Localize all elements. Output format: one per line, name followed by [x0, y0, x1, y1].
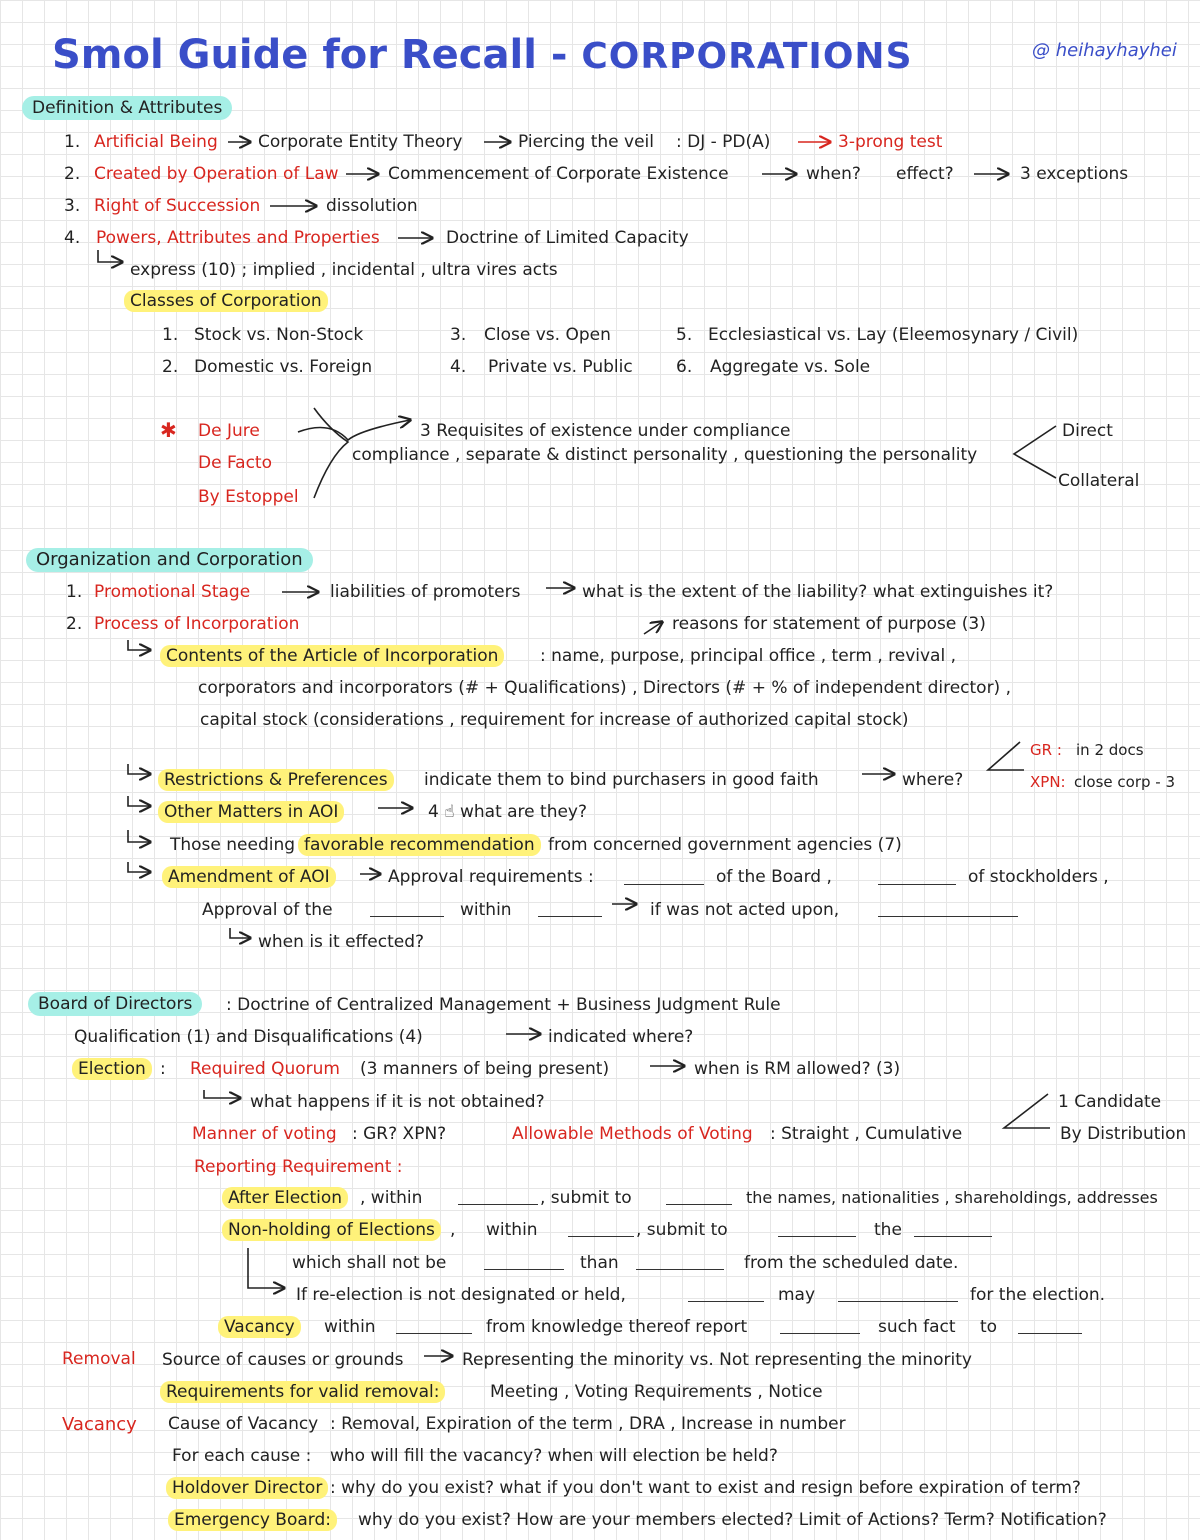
contents-of-aoi: Contents of the Article of Incorporation [160, 645, 504, 667]
liabilities-of-promoters: liabilities of promoters [330, 582, 521, 602]
class-aggregate: Aggregate vs. Sole [710, 357, 871, 377]
turn-arrow-icon [128, 862, 150, 872]
corporate-entity-theory: Corporate Entity Theory [258, 132, 463, 152]
class-number: 3. [450, 325, 467, 345]
to-label: to [980, 1317, 998, 1337]
three-requisites: 3 Requisites of existence under compliance [420, 421, 791, 441]
title-separator: - [536, 32, 582, 78]
commencement-of-corporate-existence: Commencement of Corporate Existence [388, 164, 729, 184]
section-heading-organization: Organization and Corporation [26, 548, 313, 572]
dj-pda: : DJ - PD(A) [676, 132, 771, 152]
who-will-fill: who will fill the vacancy? when will election be held? [330, 1446, 778, 1466]
removal-label: Removal [62, 1349, 136, 1369]
blank-line[interactable] [624, 884, 704, 885]
three-exceptions: 3 exceptions [1020, 164, 1129, 184]
section-heading-definition: Definition & Attributes [22, 96, 232, 120]
blank-line[interactable] [878, 884, 956, 885]
section-heading-board: Board of Directors [28, 992, 202, 1016]
colon: : [160, 1059, 166, 1079]
qualifications: Qualification (1) and Disqualifications (4) [74, 1027, 423, 1047]
item-number: 1. [64, 132, 81, 152]
emergency-questions: why do you exist? How are your members elected? Limit of Actions? Term? Notification? [358, 1510, 1107, 1530]
page-title [52, 28, 913, 84]
piercing-the-veil: Piercing the veil [518, 132, 654, 152]
de-jure: De Jure [198, 421, 260, 441]
class-number: 6. [676, 357, 693, 377]
class-number: 1. [162, 325, 179, 345]
rm-allowed: when is RM allowed? (3) [694, 1059, 901, 1079]
class-close: Close vs. Open [484, 325, 611, 345]
gr-value: in 2 docs [1076, 741, 1144, 759]
straight-cumulative: : Straight , Cumulative [770, 1124, 963, 1144]
within-label: , within [360, 1188, 423, 1208]
blank-line[interactable] [1018, 1333, 1082, 1334]
blank-line[interactable] [458, 1204, 538, 1205]
turn-arrow-icon [248, 1248, 284, 1288]
aoi-contents-line1: : name, purpose, principal office , term , revival , [540, 646, 957, 666]
blank-line[interactable] [568, 1236, 634, 1237]
submit-to: , submit to [636, 1220, 728, 1240]
gr-label: GR : [1030, 741, 1062, 759]
within-label: within [460, 900, 512, 920]
xpn-label: XPN: [1030, 773, 1066, 791]
restrictions-preferences: Restrictions & Preferences [158, 769, 394, 791]
blank-line[interactable] [838, 1301, 958, 1302]
which-shall-not-be: which shall not be [292, 1253, 447, 1273]
class-domestic: Domestic vs. Foreign [194, 357, 373, 377]
blank-line[interactable] [666, 1204, 732, 1205]
vacancy-highlight: Vacancy [218, 1316, 301, 1338]
class-ecclesiastical: Ecclesiastical vs. Lay (Eleemosynary / Civil) [708, 325, 1079, 345]
knowledge-report: from knowledge thereof report [486, 1317, 748, 1337]
powers-list: express (10) ; implied , incidental , ultra vires acts [130, 260, 558, 280]
item-number: 1. [66, 582, 83, 602]
classes-of-corporation: Classes of Corporation [124, 290, 328, 312]
by-estoppel: By Estoppel [198, 487, 299, 507]
author-handle: @ heihayhayhei [1032, 40, 1177, 61]
turn-arrow-icon [128, 830, 150, 842]
the-label: the [874, 1220, 902, 1240]
class-number: 5. [676, 325, 693, 345]
blank-line[interactable] [396, 1333, 472, 1334]
direct: Direct [1062, 421, 1113, 441]
by-distribution: By Distribution [1060, 1124, 1187, 1144]
manners-present: (3 manners of being present) [360, 1059, 610, 1079]
doctrine-of-limited-capacity: Doctrine of Limited Capacity [446, 228, 689, 248]
bracket-icon [314, 408, 348, 498]
turn-arrow-icon [230, 928, 250, 938]
allowable-methods: Allowable Methods of Voting [512, 1124, 753, 1144]
compliance-list: compliance , separate & distinct personality , questioning the personality [352, 445, 978, 465]
item-number: 3. [64, 196, 81, 216]
created-by-operation-of-law: Created by Operation of Law [94, 164, 339, 184]
blank-line[interactable] [878, 916, 1018, 917]
fork-icon [1014, 426, 1056, 478]
class-private: Private vs. Public [488, 357, 633, 377]
turn-arrow-icon [128, 796, 150, 806]
arrow-icon [644, 622, 662, 634]
not-acted-upon: if was not acted upon, [650, 900, 840, 920]
xpn-value: close corp - 3 [1074, 773, 1176, 791]
de-facto: De Facto [198, 453, 273, 473]
names-nationalities: the names, nationalities , shareholdings, addresses [746, 1188, 1158, 1207]
for-the-election: for the election. [970, 1285, 1106, 1305]
where-question: where? [902, 770, 964, 790]
fork-icon [1004, 1094, 1050, 1128]
blank-line[interactable] [538, 916, 602, 917]
within-label: within [486, 1220, 538, 1240]
reporting-requirement: Reporting Requirement : [194, 1157, 403, 1177]
turn-arrow-icon [128, 764, 150, 774]
dissolution: dissolution [326, 196, 418, 216]
than-label: than [580, 1253, 619, 1273]
of-stockholders: of stockholders , [968, 867, 1109, 887]
vacancy-causes: : Removal, Expiration of the term , DRA , Increase in number [330, 1414, 846, 1434]
scheduled-date: from the scheduled date. [744, 1253, 959, 1273]
required-quorum: Required Quorum [190, 1059, 340, 1079]
blank-line[interactable] [370, 916, 444, 917]
comma: , [450, 1220, 456, 1240]
item-number: 2. [64, 164, 81, 184]
those-needing: Those needing [170, 835, 296, 855]
election: Election [72, 1058, 152, 1080]
three-prong-test: 3-prong test [838, 132, 943, 152]
class-number: 4. [450, 357, 467, 377]
government-agencies: from concerned government agencies (7) [548, 835, 902, 855]
vacancy-label: Vacancy [62, 1414, 137, 1435]
non-holding-elections: Non-holding of Elections [222, 1219, 441, 1241]
blank-line[interactable] [778, 1236, 856, 1237]
doctrine-centralized-management: : Doctrine of Centralized Management + Business Judgment Rule [226, 995, 781, 1015]
holdover-questions: : why do you exist? what if you don't want to exist and resign before expiration of term? [330, 1478, 1081, 1498]
promoter-liability-questions: what is the extent of the liability? what extinguishes it? [582, 582, 1054, 602]
collateral: Collateral [1058, 471, 1140, 491]
indicated-where: indicated where? [548, 1027, 694, 1047]
title-main: Smol Guide for Recall [52, 32, 537, 78]
turn-arrow-icon [204, 1090, 240, 1098]
item-number: 4. [64, 228, 81, 248]
reasons-for-purpose: reasons for statement of purpose (3) [672, 614, 986, 634]
may-label: may [778, 1285, 816, 1305]
blank-line[interactable] [484, 1269, 564, 1270]
class-number: 2. [162, 357, 179, 377]
other-matters-text: 4 ☝ what are they? [428, 802, 588, 822]
right-of-succession: Right of Succession [94, 196, 261, 216]
submit-to: , submit to [540, 1188, 632, 1208]
artificial-being: Artificial Being [94, 132, 218, 152]
within-label: within [324, 1317, 376, 1337]
favorable-recommendation: favorable recommendation [298, 834, 541, 856]
amendment-of-aoi: Amendment of AOI [162, 866, 336, 888]
for-each-cause: For each cause : [172, 1446, 312, 1466]
after-election: After Election [222, 1187, 348, 1209]
approval-requirements: Approval requirements : [388, 867, 594, 887]
emergency-board: Emergency Board: [168, 1509, 337, 1531]
when-effected: when is it effected? [258, 932, 425, 952]
class-stock: Stock vs. Non-Stock [194, 325, 364, 345]
gr-xpn: : GR? XPN? [352, 1124, 447, 1144]
holdover-director: Holdover Director [166, 1477, 328, 1499]
promotional-stage: Promotional Stage [94, 582, 251, 602]
other-matters-aoi: Other Matters in AOI [158, 801, 344, 823]
turn-arrow-icon [98, 250, 122, 262]
star-icon: ✱ [160, 418, 177, 442]
powers-attributes-properties: Powers, Attributes and Properties [96, 228, 380, 248]
such-fact: such fact [878, 1317, 956, 1337]
aoi-contents-line2: corporators and incorporators (# + Qualifications) , Directors (# + % of independent director) , [198, 678, 1011, 698]
meeting-voting-notice: Meeting , Voting Requirements , Notice [490, 1382, 823, 1402]
effect-question: effect? [896, 164, 954, 184]
if-re-election: If re-election is not designated or held, [296, 1285, 626, 1305]
cause-of-vacancy: Cause of Vacancy [168, 1414, 319, 1434]
one-candidate: 1 Candidate [1058, 1092, 1162, 1112]
representing-minority: Representing the minority vs. Not representing the minority [462, 1350, 972, 1370]
blank-line[interactable] [688, 1301, 764, 1302]
arrow-icon [298, 420, 410, 440]
what-happens: what happens if it is not obtained? [250, 1092, 545, 1112]
blank-line[interactable] [780, 1333, 860, 1334]
blank-line[interactable] [636, 1269, 724, 1270]
of-the-board: of the Board , [716, 867, 832, 887]
turn-arrow-icon [128, 640, 150, 650]
title-sub: CORPORATIONS [581, 36, 913, 77]
process-of-incorporation: Process of Incorporation [94, 614, 300, 634]
blank-line[interactable] [914, 1236, 992, 1237]
manner-of-voting: Manner of voting [192, 1124, 337, 1144]
approval-of-the: Approval of the [202, 900, 333, 920]
requirements-valid-removal: Requirements for valid removal: [160, 1381, 445, 1403]
when-question: when? [806, 164, 861, 184]
restrictions-text: indicate them to bind purchasers in good faith [424, 770, 819, 790]
item-number: 2. [66, 614, 83, 634]
fork-icon [988, 742, 1024, 770]
source-of-causes: Source of causes or grounds [162, 1350, 404, 1370]
aoi-contents-line3: capital stock (considerations , requirement for increase of authorized capital stock) [200, 710, 909, 730]
